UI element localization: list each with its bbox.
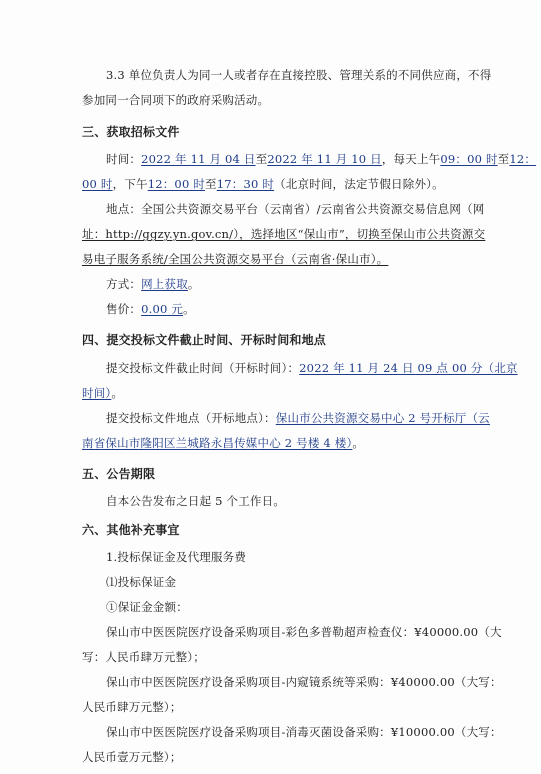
section-5-heading: 五、公告期限 <box>82 467 156 481</box>
pm-end: 17：30 时 <box>216 177 275 191</box>
price-line <box>106 301 195 317</box>
method-line <box>106 276 200 292</box>
method-label: 方式： <box>106 277 142 291</box>
afternoon-prefix: ，下午 <box>112 177 148 191</box>
time-tail: （北京时间，法定节假日除外）。 <box>274 177 444 191</box>
location-value-cont: 南省保山市隆阳区兰城路永昌传媒中心 2 号楼 4 楼） <box>82 436 353 450</box>
am-start: 09：00 时 <box>440 152 498 166</box>
deposit-2-line-2: 人民币肆万元整）； <box>82 700 182 714</box>
section-3-heading: 三、获取招标文件 <box>82 125 180 139</box>
section-4-heading: 四、提交投标文件截止时间、开标时间和地点 <box>82 333 327 347</box>
to-text: 至 <box>205 177 217 191</box>
item-1-1: ⑴投标保证金 <box>106 575 177 589</box>
clause-3-3-line-1: 3.3 单位负责人为同一人或者存在直接控股、管理关系的不同供应商，不得 <box>106 68 492 82</box>
price-value: 0.00 元 <box>141 302 184 316</box>
deadline-line-1 <box>106 360 518 376</box>
am-end: 12： <box>509 152 537 166</box>
to-text: 至 <box>255 152 268 166</box>
section-6-heading: 六、其他补充事宜 <box>82 523 180 537</box>
period: 。 <box>187 277 200 291</box>
deadline-value-cont: 时间） <box>82 386 112 400</box>
time-line-1 <box>106 151 536 167</box>
to-text: 至 <box>497 152 510 166</box>
time-label: 时间： <box>106 152 142 166</box>
location-label: 提交投标文件地点（开标地点）： <box>106 411 276 425</box>
item-1-1-1: ①保证金金额： <box>106 600 188 614</box>
deposit-3-line-1: 保山市中医医院医疗设备采购项目-消毒灭菌设备采购：¥10000.00（大写： <box>106 725 502 739</box>
notice-period: 自本公告发布之日起 5 个工作日。 <box>106 494 286 508</box>
price-label: 售价： <box>106 302 142 316</box>
deadline-label: 提交投标文件截止时间（开标时间）： <box>106 361 300 375</box>
time-end-date: 2022 年 11 月 10 日 <box>267 152 382 166</box>
deposit-3-line-2: 人民币壹万元整）； <box>82 750 182 764</box>
item-1: 1.投标保证金及代理服务费 <box>106 550 247 564</box>
location-line-2 <box>82 435 364 451</box>
place-line-2: 址：http://ggzy.yn.gov.cn/），选择地区“保山市”，切换至保山市公共资源交 <box>82 227 486 241</box>
location-value: 保山市公共资源交易中心 2 号开标厅（云 <box>275 411 490 425</box>
period: 。 <box>183 302 195 316</box>
time-line-2 <box>82 176 444 192</box>
deposit-1-line-1: 保山市中医医院医疗设备采购项目-彩色多普勒超声检查仪：¥40000.00（大 <box>106 625 502 639</box>
clause-3-3-line-2: 参加同一合同项下的政府采购活动。 <box>82 93 270 107</box>
period: 。 <box>111 386 124 400</box>
place-line-1: 地点：全国公共资源交易平台（云南省）/云南省公共资源交易信息网（网 <box>106 202 485 216</box>
time-start-date: 2022 年 11 月 04 日 <box>141 152 256 166</box>
place-line-3: 易电子服务系统/全国公共资源交易平台（云南省·保山市）。 <box>82 252 389 266</box>
location-line-1 <box>106 410 490 426</box>
deposit-2-line-1: 保山市中医医院医疗设备采购项目-内窥镜系统等采购：¥40000.00（大写： <box>106 675 502 689</box>
deposit-1-line-2: 写：人民币肆万元整）； <box>82 650 205 664</box>
period: 。 <box>352 436 365 450</box>
method-value: 网上获取 <box>141 277 188 291</box>
am-end-cont: 00 时 <box>82 177 113 191</box>
deadline-value: 2022 年 11 月 24 日 09 点 00 分（北京 <box>299 361 518 375</box>
pm-start: 12：00 时 <box>147 177 206 191</box>
morning-prefix: ，每天上午 <box>381 152 441 166</box>
deadline-line-2 <box>82 385 123 401</box>
